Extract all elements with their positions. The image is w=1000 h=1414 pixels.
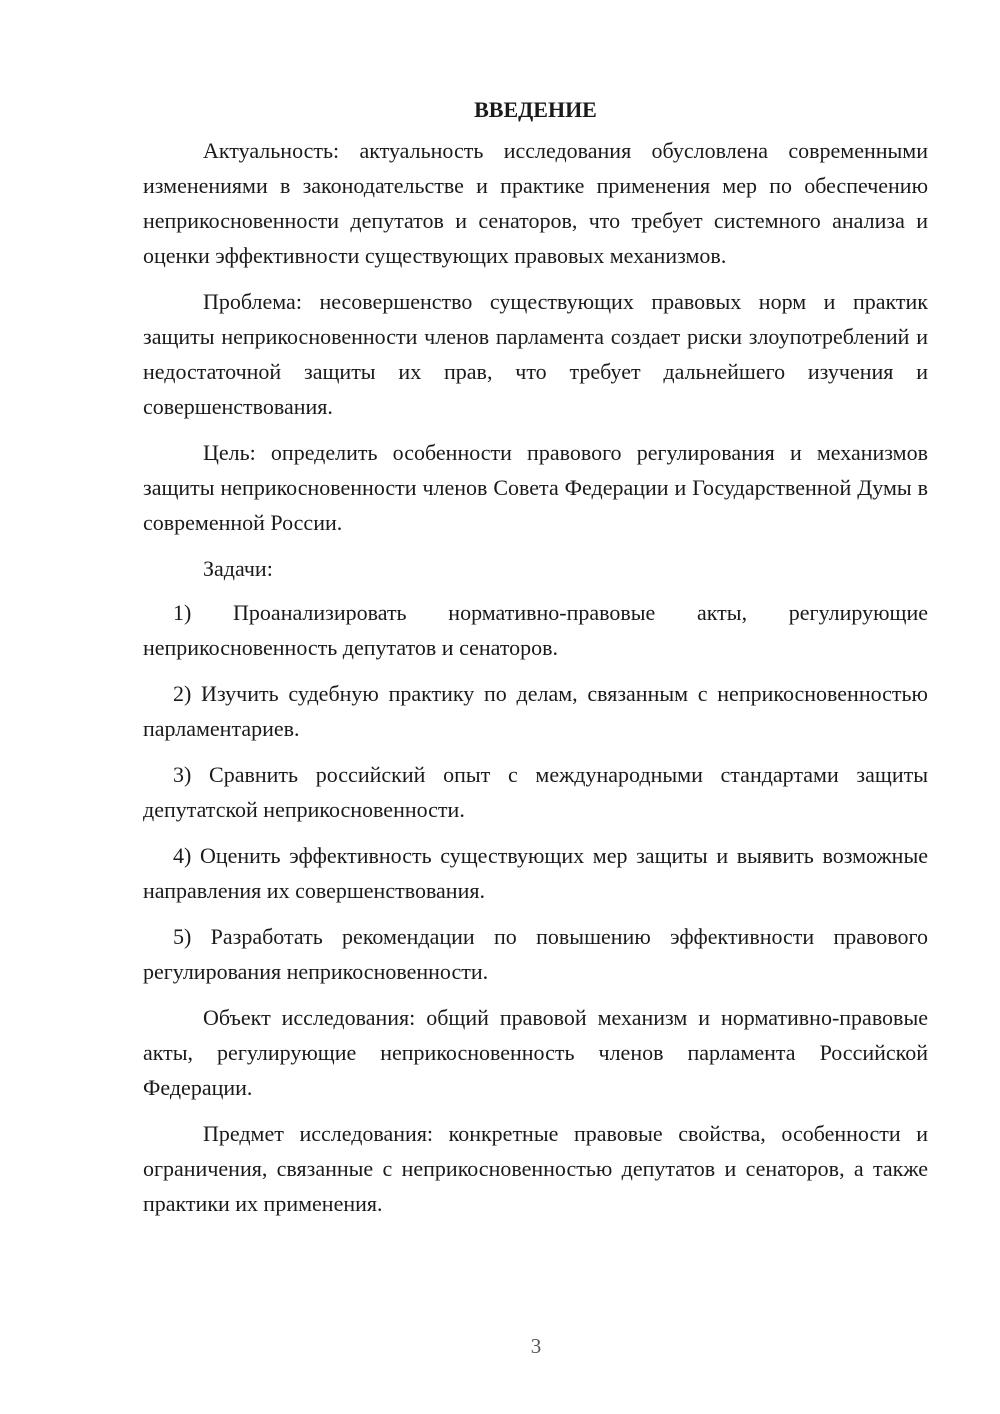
task-item-5: 5) Разработать рекомендации по повышению эффективности правового регулирования неприкосновенности. — [143, 924, 928, 984]
object-paragraph: Объект исследования: общий правовой механизм и нормативно-правовые акты, регулирующие неприкосновенность членов парламента Российской Федерации. — [143, 1005, 928, 1100]
page-title: ВВЕДЕНИЕ — [474, 97, 597, 122]
problem-paragraph: Проблема: несовершенство существующих правовых норм и практик защиты неприкосновенности членов парламента создает риски злоупотреблений и недостаточной защиты их прав, что требует дальнейшего изучения и совершенствования. — [143, 289, 928, 419]
task-item-1: 1) Проанализировать нормативно-правовые акты, регулирующие неприкосновенность депутатов и сенаторов. — [143, 600, 928, 660]
task-item-4: 4) Оценить эффективность существующих мер защиты и выявить возможные направления их совершенствования. — [143, 843, 928, 903]
document-page — [143, 92, 928, 1232]
task-item-2: 2) Изучить судебную практику по делам, связанным с неприкосновенностью парламентариев. — [143, 681, 928, 741]
tasks-list — [143, 595, 928, 989]
subject-paragraph: Предмет исследования: конкретные правовые свойства, особенности и ограничения, связанные с неприкосновенностью депутатов и сенаторов, а также практики их применения. — [143, 1121, 928, 1216]
relevance-paragraph: Актуальность: актуальность исследования обусловлена современными изменениями в законодательстве и практике применения мер по обеспечению неприкосновенности депутатов и сенаторов, что требует системного анализа и оценки эффективности существующих правовых механизмов. — [143, 138, 928, 268]
tasks-label: Задачи: — [203, 556, 273, 581]
page-number: 3 — [530, 1334, 542, 1358]
task-item-3: 3) Сравнить российский опыт с международными стандартами защиты депутатской неприкосновенности. — [143, 762, 928, 822]
goal-paragraph: Цель: определить особенности правового регулирования и механизмов защиты неприкосновенности членов Совета Федерации и Государственной Думы в современной России. — [143, 440, 928, 535]
